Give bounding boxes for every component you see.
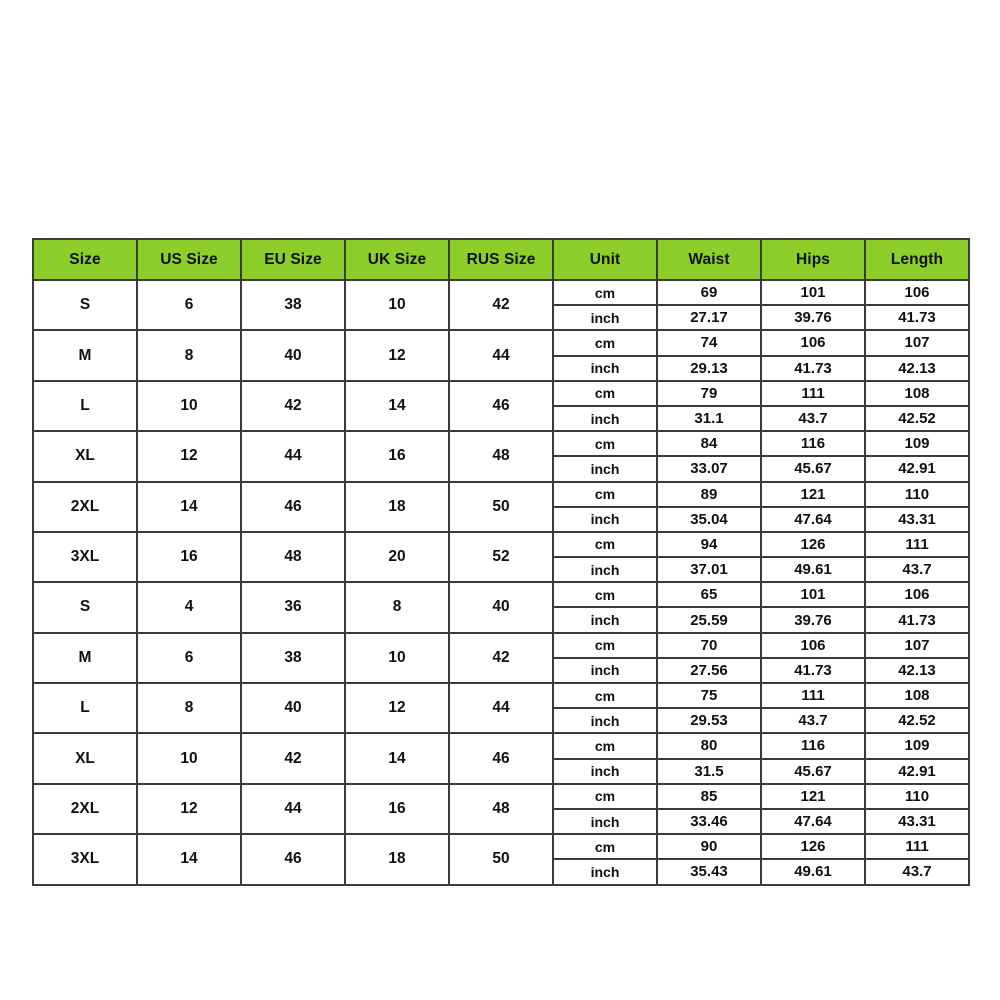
waist-cell-inch: 25.59 — [657, 607, 761, 632]
size-cell-label: M — [33, 633, 137, 683]
size-cell-label: 3XL — [33, 532, 137, 582]
length-cell-cm: 106 — [865, 582, 969, 607]
table-row — [33, 280, 969, 305]
uk-size-cell: 16 — [345, 431, 449, 481]
eu-size-cell: 40 — [241, 683, 345, 733]
hips-cell-cm: 111 — [761, 381, 865, 406]
eu-size-cell: 36 — [241, 582, 345, 632]
length-cell-inch: 42.91 — [865, 759, 969, 784]
table-row — [33, 784, 969, 809]
uk-size-cell: 18 — [345, 834, 449, 884]
column-header-unit: Unit — [553, 239, 657, 280]
waist-cell-inch: 29.13 — [657, 356, 761, 381]
us-size-cell: 14 — [137, 834, 241, 884]
unit-cell-inch: inch — [553, 557, 657, 582]
length-cell-cm: 107 — [865, 330, 969, 355]
hips-cell-inch: 47.64 — [761, 507, 865, 532]
size-cell-label: L — [33, 683, 137, 733]
size-cell-label: L — [33, 381, 137, 431]
size-chart-container — [32, 238, 968, 886]
table-body — [33, 280, 969, 885]
hips-cell-inch: 43.7 — [761, 406, 865, 431]
rus-size-cell: 50 — [449, 834, 553, 884]
us-size-cell: 4 — [137, 582, 241, 632]
us-size-cell: 14 — [137, 482, 241, 532]
column-header-rus-size: RUS Size — [449, 239, 553, 280]
column-header-size: Size — [33, 239, 137, 280]
eu-size-cell: 46 — [241, 834, 345, 884]
length-cell-inch: 41.73 — [865, 305, 969, 330]
table-row — [33, 330, 969, 355]
waist-cell-inch: 27.17 — [657, 305, 761, 330]
us-size-cell: 8 — [137, 683, 241, 733]
rus-size-cell: 44 — [449, 330, 553, 380]
eu-size-cell: 42 — [241, 381, 345, 431]
size-chart-table — [32, 238, 970, 886]
length-cell-cm: 111 — [865, 834, 969, 859]
us-size-cell: 12 — [137, 784, 241, 834]
uk-size-cell: 14 — [345, 381, 449, 431]
unit-cell-inch: inch — [553, 507, 657, 532]
hips-cell-inch: 49.61 — [761, 859, 865, 884]
rus-size-cell: 48 — [449, 431, 553, 481]
length-cell-inch: 42.52 — [865, 708, 969, 733]
unit-cell-inch: inch — [553, 658, 657, 683]
length-cell-inch: 42.13 — [865, 658, 969, 683]
size-cell-label: 2XL — [33, 482, 137, 532]
eu-size-cell: 48 — [241, 532, 345, 582]
column-header-length: Length — [865, 239, 969, 280]
uk-size-cell: 10 — [345, 633, 449, 683]
us-size-cell: 8 — [137, 330, 241, 380]
unit-cell-cm: cm — [553, 582, 657, 607]
waist-cell-inch: 35.43 — [657, 859, 761, 884]
unit-cell-cm: cm — [553, 431, 657, 456]
uk-size-cell: 8 — [345, 582, 449, 632]
hips-cell-cm: 121 — [761, 784, 865, 809]
unit-cell-inch: inch — [553, 456, 657, 481]
waist-cell-cm: 90 — [657, 834, 761, 859]
unit-cell-cm: cm — [553, 633, 657, 658]
hips-cell-inch: 41.73 — [761, 658, 865, 683]
table-row — [33, 482, 969, 507]
table-row — [33, 431, 969, 456]
unit-cell-inch: inch — [553, 759, 657, 784]
rus-size-cell: 42 — [449, 280, 553, 330]
unit-cell-cm: cm — [553, 482, 657, 507]
column-header-eu-size: EU Size — [241, 239, 345, 280]
eu-size-cell: 44 — [241, 431, 345, 481]
header-row — [33, 239, 969, 280]
us-size-cell: 10 — [137, 381, 241, 431]
size-cell-label: 2XL — [33, 784, 137, 834]
waist-cell-inch: 27.56 — [657, 658, 761, 683]
length-cell-cm: 106 — [865, 280, 969, 305]
unit-cell-cm: cm — [553, 683, 657, 708]
unit-cell-inch: inch — [553, 356, 657, 381]
hips-cell-cm: 126 — [761, 834, 865, 859]
unit-cell-cm: cm — [553, 784, 657, 809]
rus-size-cell: 46 — [449, 733, 553, 783]
table-row — [33, 532, 969, 557]
rus-size-cell: 52 — [449, 532, 553, 582]
waist-cell-inch: 31.1 — [657, 406, 761, 431]
table-row — [33, 381, 969, 406]
us-size-cell: 16 — [137, 532, 241, 582]
length-cell-cm: 108 — [865, 683, 969, 708]
hips-cell-inch: 47.64 — [761, 809, 865, 834]
unit-cell-cm: cm — [553, 733, 657, 758]
hips-cell-inch: 43.7 — [761, 708, 865, 733]
uk-size-cell: 12 — [345, 330, 449, 380]
waist-cell-cm: 89 — [657, 482, 761, 507]
table-row — [33, 834, 969, 859]
hips-cell-cm: 106 — [761, 330, 865, 355]
hips-cell-cm: 116 — [761, 431, 865, 456]
eu-size-cell: 42 — [241, 733, 345, 783]
size-cell-label: M — [33, 330, 137, 380]
length-cell-inch: 43.31 — [865, 809, 969, 834]
rus-size-cell: 40 — [449, 582, 553, 632]
hips-cell-inch: 45.67 — [761, 456, 865, 481]
hips-cell-cm: 126 — [761, 532, 865, 557]
eu-size-cell: 40 — [241, 330, 345, 380]
waist-cell-cm: 79 — [657, 381, 761, 406]
column-header-hips: Hips — [761, 239, 865, 280]
uk-size-cell: 16 — [345, 784, 449, 834]
uk-size-cell: 18 — [345, 482, 449, 532]
length-cell-cm: 108 — [865, 381, 969, 406]
waist-cell-cm: 80 — [657, 733, 761, 758]
hips-cell-cm: 106 — [761, 633, 865, 658]
waist-cell-inch: 33.07 — [657, 456, 761, 481]
unit-cell-cm: cm — [553, 280, 657, 305]
rus-size-cell: 42 — [449, 633, 553, 683]
length-cell-inch: 43.31 — [865, 507, 969, 532]
hips-cell-cm: 101 — [761, 582, 865, 607]
us-size-cell: 10 — [137, 733, 241, 783]
length-cell-inch: 42.91 — [865, 456, 969, 481]
size-cell-label: XL — [33, 431, 137, 481]
unit-cell-inch: inch — [553, 607, 657, 632]
rus-size-cell: 44 — [449, 683, 553, 733]
waist-cell-cm: 74 — [657, 330, 761, 355]
hips-cell-inch: 41.73 — [761, 356, 865, 381]
waist-cell-cm: 65 — [657, 582, 761, 607]
length-cell-cm: 109 — [865, 733, 969, 758]
unit-cell-inch: inch — [553, 305, 657, 330]
waist-cell-cm: 94 — [657, 532, 761, 557]
table-row — [33, 633, 969, 658]
waist-cell-cm: 70 — [657, 633, 761, 658]
length-cell-cm: 107 — [865, 633, 969, 658]
waist-cell-inch: 29.53 — [657, 708, 761, 733]
column-header-us-size: US Size — [137, 239, 241, 280]
length-cell-inch: 43.7 — [865, 859, 969, 884]
eu-size-cell: 44 — [241, 784, 345, 834]
table-row — [33, 733, 969, 758]
hips-cell-inch: 49.61 — [761, 557, 865, 582]
column-header-uk-size: UK Size — [345, 239, 449, 280]
waist-cell-inch: 31.5 — [657, 759, 761, 784]
unit-cell-inch: inch — [553, 406, 657, 431]
table-row — [33, 683, 969, 708]
eu-size-cell: 38 — [241, 633, 345, 683]
eu-size-cell: 46 — [241, 482, 345, 532]
length-cell-inch: 41.73 — [865, 607, 969, 632]
waist-cell-cm: 75 — [657, 683, 761, 708]
column-header-waist: Waist — [657, 239, 761, 280]
rus-size-cell: 46 — [449, 381, 553, 431]
table-header — [33, 239, 969, 280]
length-cell-cm: 110 — [865, 784, 969, 809]
rus-size-cell: 48 — [449, 784, 553, 834]
size-cell-label: S — [33, 582, 137, 632]
length-cell-inch: 42.52 — [865, 406, 969, 431]
hips-cell-cm: 116 — [761, 733, 865, 758]
us-size-cell: 6 — [137, 633, 241, 683]
waist-cell-cm: 85 — [657, 784, 761, 809]
hips-cell-inch: 39.76 — [761, 607, 865, 632]
waist-cell-inch: 33.46 — [657, 809, 761, 834]
eu-size-cell: 38 — [241, 280, 345, 330]
length-cell-cm: 111 — [865, 532, 969, 557]
uk-size-cell: 10 — [345, 280, 449, 330]
waist-cell-cm: 84 — [657, 431, 761, 456]
uk-size-cell: 20 — [345, 532, 449, 582]
waist-cell-inch: 37.01 — [657, 557, 761, 582]
waist-cell-cm: 69 — [657, 280, 761, 305]
size-cell-label: XL — [33, 733, 137, 783]
hips-cell-cm: 121 — [761, 482, 865, 507]
unit-cell-cm: cm — [553, 330, 657, 355]
uk-size-cell: 12 — [345, 683, 449, 733]
size-cell-label: 3XL — [33, 834, 137, 884]
rus-size-cell: 50 — [449, 482, 553, 532]
waist-cell-inch: 35.04 — [657, 507, 761, 532]
length-cell-cm: 110 — [865, 482, 969, 507]
length-cell-inch: 43.7 — [865, 557, 969, 582]
unit-cell-cm: cm — [553, 532, 657, 557]
us-size-cell: 6 — [137, 280, 241, 330]
length-cell-inch: 42.13 — [865, 356, 969, 381]
unit-cell-cm: cm — [553, 834, 657, 859]
length-cell-cm: 109 — [865, 431, 969, 456]
size-cell-label: S — [33, 280, 137, 330]
uk-size-cell: 14 — [345, 733, 449, 783]
unit-cell-inch: inch — [553, 859, 657, 884]
us-size-cell: 12 — [137, 431, 241, 481]
hips-cell-inch: 39.76 — [761, 305, 865, 330]
unit-cell-inch: inch — [553, 809, 657, 834]
hips-cell-cm: 111 — [761, 683, 865, 708]
unit-cell-inch: inch — [553, 708, 657, 733]
table-row — [33, 582, 969, 607]
hips-cell-cm: 101 — [761, 280, 865, 305]
hips-cell-inch: 45.67 — [761, 759, 865, 784]
unit-cell-cm: cm — [553, 381, 657, 406]
